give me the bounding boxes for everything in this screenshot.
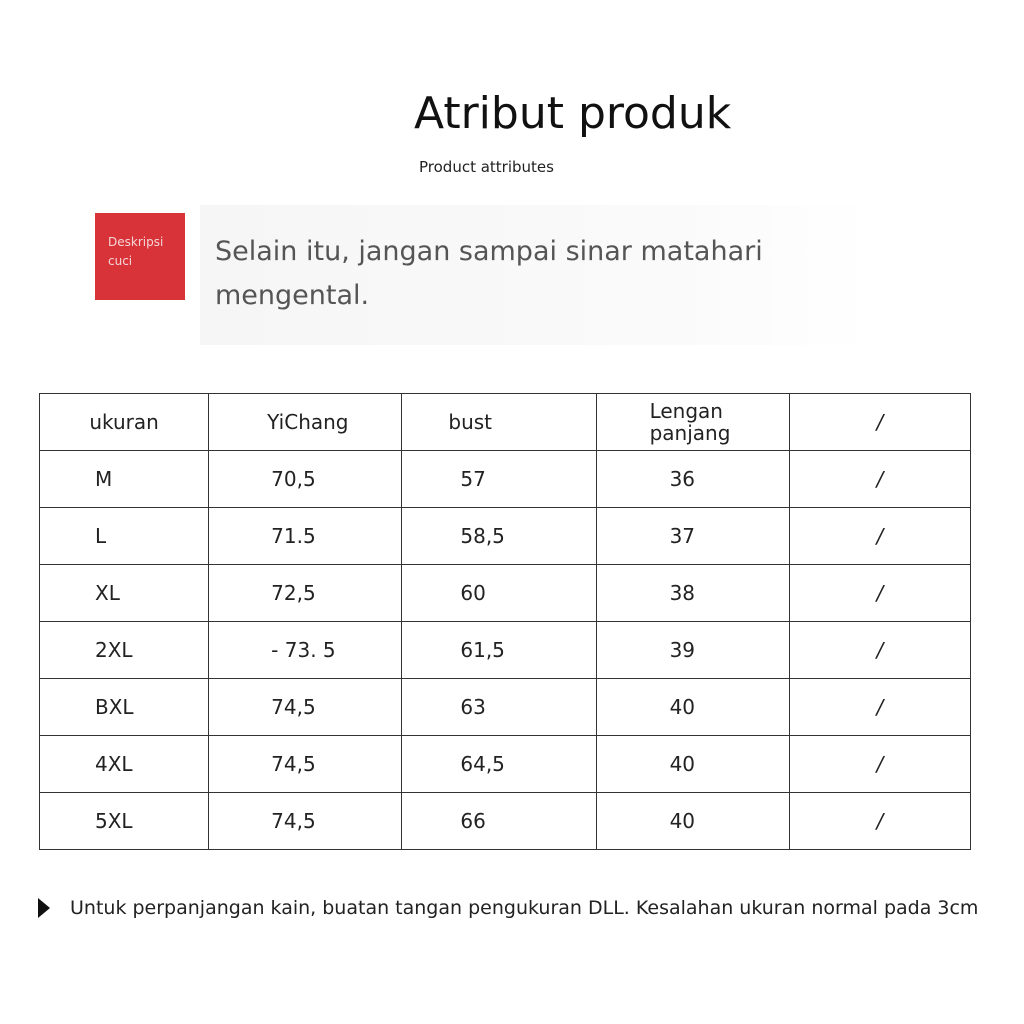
- cell-lengan: 37: [596, 508, 789, 565]
- cell-slash: /: [789, 622, 970, 679]
- table-row: [40, 793, 971, 850]
- table-row: [40, 565, 971, 622]
- notice-text: Selain itu, jangan sampai sinar matahari mengental.: [215, 236, 763, 311]
- cell-lengan: 39: [596, 622, 789, 679]
- cell-yichang: 74,5: [209, 793, 402, 850]
- cell-size: 4XL: [40, 736, 209, 793]
- cell-slash: /: [789, 793, 970, 850]
- cell-slash: /: [789, 736, 970, 793]
- table-row: [40, 508, 971, 565]
- cell-lengan: 40: [596, 793, 789, 850]
- triangle-bullet-icon: [38, 898, 50, 918]
- cell-bust: 57: [402, 451, 596, 508]
- cell-yichang: - 73. 5: [209, 622, 402, 679]
- header-lengan-panjang: Lengan panjang: [596, 394, 789, 451]
- cell-size: L: [40, 508, 209, 565]
- table-header-row: [40, 394, 971, 451]
- footer-text: Untuk perpanjangan kain, buatan tangan pengukuran DLL. Kesalahan ukuran normal pada 3cm: [70, 897, 979, 919]
- header-ukuran: ukuran: [40, 394, 209, 451]
- cell-lengan: 40: [596, 736, 789, 793]
- cell-yichang: 74,5: [209, 736, 402, 793]
- cell-size: 5XL: [40, 793, 209, 850]
- cell-slash: /: [789, 679, 970, 736]
- cell-size: XL: [40, 565, 209, 622]
- page-title: Atribut produk: [414, 88, 732, 139]
- table-row: [40, 622, 971, 679]
- cell-lengan: 36: [596, 451, 789, 508]
- header-yichang: YiChang: [209, 394, 402, 451]
- header-slash: /: [789, 394, 970, 451]
- cell-size: 2XL: [40, 622, 209, 679]
- cell-yichang: 70,5: [209, 451, 402, 508]
- size-table: [39, 393, 971, 850]
- cell-bust: 61,5: [402, 622, 596, 679]
- badge-label-line1: Deskripsi: [108, 235, 164, 249]
- cell-bust: 64,5: [402, 736, 596, 793]
- table-row: [40, 736, 971, 793]
- wash-description-badge: [95, 213, 185, 300]
- cell-yichang: 71.5: [209, 508, 402, 565]
- cell-slash: /: [789, 508, 970, 565]
- cell-bust: 60: [402, 565, 596, 622]
- cell-yichang: 74,5: [209, 679, 402, 736]
- cell-bust: 63: [402, 679, 596, 736]
- badge-label-line2: cuci: [108, 254, 133, 268]
- page-subtitle: Product attributes: [419, 158, 554, 176]
- cell-bust: 66: [402, 793, 596, 850]
- cell-lengan: 38: [596, 565, 789, 622]
- cell-yichang: 72,5: [209, 565, 402, 622]
- table-row: [40, 451, 971, 508]
- header-bust: bust: [402, 394, 596, 451]
- table-row: [40, 679, 971, 736]
- cell-lengan: 40: [596, 679, 789, 736]
- cell-slash: /: [789, 565, 970, 622]
- cell-size: M: [40, 451, 209, 508]
- cell-slash: /: [789, 451, 970, 508]
- cell-bust: 58,5: [402, 508, 596, 565]
- cell-size: BXL: [40, 679, 209, 736]
- footer-note: [38, 897, 978, 919]
